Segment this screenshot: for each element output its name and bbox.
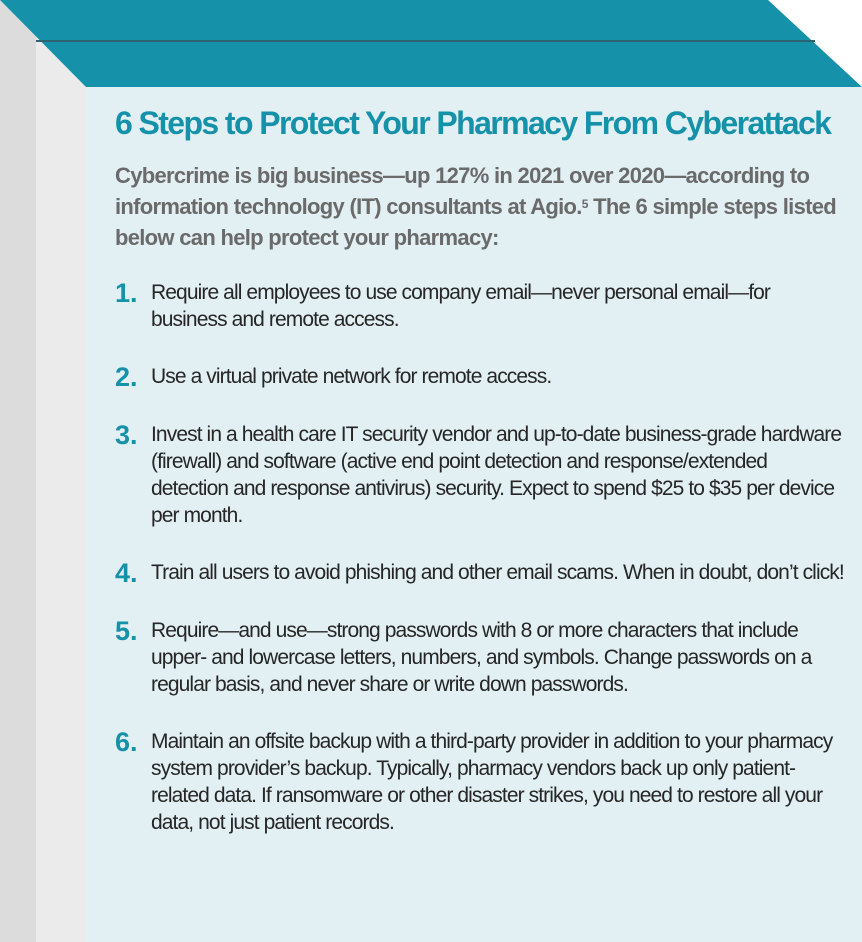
box-side-shade (36, 0, 86, 942)
reference-number: 5 (581, 196, 588, 211)
step-text: Maintain an offsite backup with a third-party provider in addition to your pharmacy system provider’s backup. Typically, pharmacy vendors back up only patient-related data. If ransomware or other disaster strikes, you need to restore all your data, not just patient records. (151, 729, 833, 834)
step-item (115, 279, 848, 333)
intro-paragraph (115, 160, 848, 253)
step-item (115, 559, 848, 587)
sidebar-title: 6 Steps to Protect Your Pharmacy From Cyberattack (115, 105, 831, 141)
step-text: Require—and use—strong passwords with 8 or more characters that include upper- and lowercase letters, numbers, and symbols. Change passwords on a regular basis, and never share or write down passwords. (151, 618, 812, 696)
step-item (115, 421, 848, 529)
step-text: Train all users to avoid phishing and other email scams. When in doubt, don’t click! (151, 560, 844, 584)
sidebar-content (86, 87, 862, 942)
step-number: 2. (115, 361, 138, 392)
step-number: 3. (115, 419, 138, 450)
step-text: Invest in a health care IT security vendor and up-to-date business-grade hardware (firewall) and software (active end point detection and response/extended detection and response antivirus) security. Expect to spend $25 to $35 per device per month. (151, 422, 842, 527)
step-text: Use a virtual private network for remote access. (151, 364, 552, 388)
step-number: 5. (115, 615, 138, 646)
step-text: Require all employees to use company email—never personal email—for business and remote access. (151, 280, 771, 331)
intro-text-before-ref: Cybercrime is big business—up 127% in 2021 over 2020—according to information technology (IT) consultants at Agio. (115, 162, 810, 219)
step-item (115, 363, 848, 391)
steps-list (115, 279, 848, 836)
step-number: 4. (115, 557, 138, 588)
step-item (115, 728, 848, 836)
box-top-face (0, 0, 862, 87)
step-number: 1. (115, 277, 138, 308)
intro-text-after-ref: The 6 simple steps listed below can help protect your pharmacy: (115, 193, 837, 250)
step-item (115, 617, 848, 698)
step-number: 6. (115, 726, 138, 757)
